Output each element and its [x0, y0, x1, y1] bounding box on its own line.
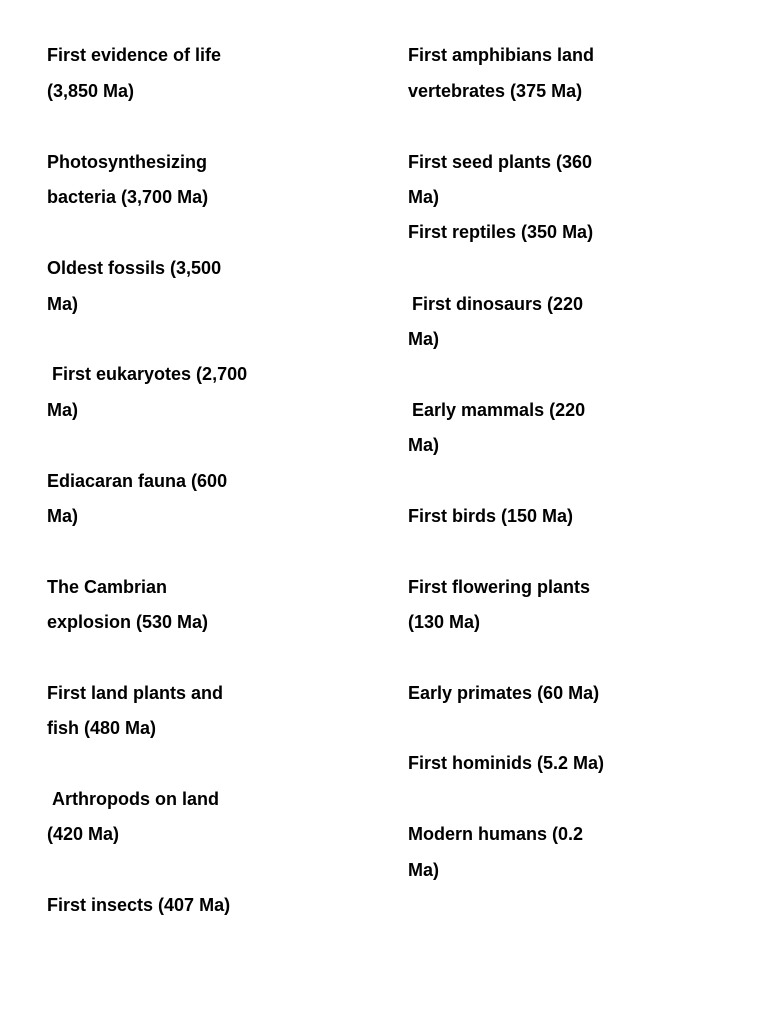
right-line-7: Ma) — [408, 329, 439, 349]
right-line-2: vertebrates (375 Ma) — [408, 81, 583, 101]
right-line-12: (130 Ma) — [408, 612, 481, 632]
left-line-15: Arthropods on land — [52, 789, 219, 809]
right-line-11: First flowering plants — [408, 577, 591, 597]
right-line-14: First hominids (5.2 Ma) — [408, 753, 605, 773]
right-line-6: First dinosaurs (220 — [412, 294, 584, 314]
left-line-13: First land plants and — [47, 683, 224, 703]
left-line-2: (3,850 Ma) — [47, 81, 135, 101]
left-line-4: bacteria (3,700 Ma) — [47, 187, 209, 207]
left-line-11: The Cambrian — [47, 577, 168, 597]
right-line-15: Modern humans (0.2 — [408, 824, 584, 844]
right-line-8: Early mammals (220 — [412, 400, 586, 420]
left-line-10: Ma) — [47, 506, 78, 526]
left-line-14: fish (480 Ma) — [47, 718, 157, 738]
left-line-6: Ma) — [47, 294, 78, 314]
right-line-3: First seed plants (360 — [408, 152, 593, 172]
left-line-7: First eukaryotes (2,700 — [52, 364, 248, 384]
left-line-5: Oldest fossils (3,500 — [47, 258, 222, 278]
right-line-13: Early primates (60 Ma) — [408, 683, 600, 703]
right-line-1: First amphibians land — [408, 45, 595, 65]
right-line-9: Ma) — [408, 435, 439, 455]
left-line-12: explosion (530 Ma) — [47, 612, 209, 632]
right-line-16: Ma) — [408, 860, 439, 880]
left-line-16: (420 Ma) — [47, 824, 120, 844]
left-line-3: Photosynthesizing — [47, 152, 208, 172]
left-line-17: First insects (407 Ma) — [47, 895, 231, 915]
left-line-1: First evidence of life — [47, 45, 222, 65]
left-line-9: Ediacaran fauna (600 — [47, 471, 228, 491]
left-line-8: Ma) — [47, 400, 78, 420]
right-line-10: First birds (150 Ma) — [408, 506, 574, 526]
right-line-5: First reptiles (350 Ma) — [408, 222, 594, 242]
right-line-4: Ma) — [408, 187, 439, 207]
